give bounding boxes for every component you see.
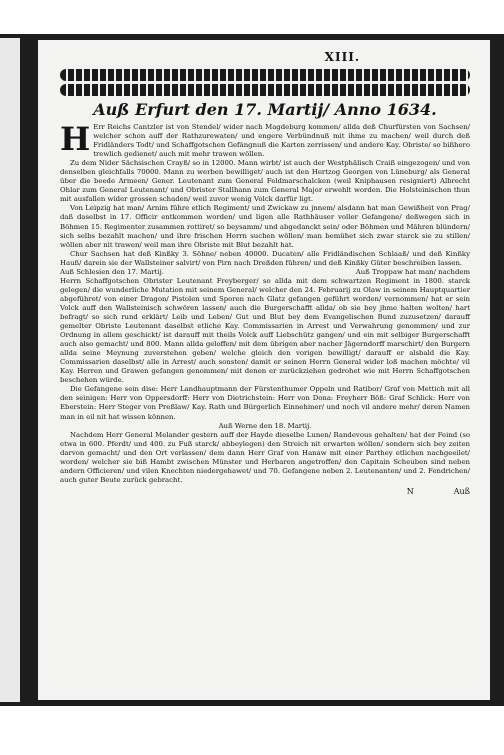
paragraph: Von Leipzig hat man/ Arnim führe etlich Regiment/ und Zwickaw zu jnnem/ alsdann hat man Gewißheit von Prag/ daß daselbst in 17. Officir entkommen worden/ und ligen alle Rathhäuser voller Gefangene/ deßwegen sich in Böhmen 15. Regimenter zusammen rottiret/ so beysamm/ und abgedanckt sein/ oder Böhmen und Mähren blündern/ sich selbs bezahlt machen/ und ihre frischen Herrn suchen wöllen/ man bemühet sich zwar starck sie zu stillen/ wöllen aber nit trawen/ weil man ihre Obriste mit Blut bezahlt hat.: [60, 204, 470, 249]
paragraph: Nachdem Herr General Melander gestern auff der Hayde dieselbe Lunen/ Randevous gehalten/ hat der Feind (so etwa in 600. Pferdt/ und 400. zu Fuß starck/ abbeylegen) den Streich nit erwarten wöllen/ sondern sich bey zeiten darvon gemacht/ und den Ort verlassen/ dem dann Herr Graf von Hanaw mit einer Parthey etlichen nachgeeilet/ worden/ welcher sie biß Hambt zwischen Münster und Herbaren angetroffen/ den Capitain Scheuben sind neben andern Officieren/ und vilen Knechten niedergehawet/ und 70. Gefangene neben 2. Leutenanten/ und 2. Fendrichen/ auch guter Beute zurück gebracht.: [60, 430, 470, 484]
facing-page-edge: [0, 38, 20, 702]
catchword: Auß: [453, 486, 470, 496]
paragraph: Die Gefangene sein dise: Herr Landhauptmann der Fürstenthumer Oppeln und Ratibor/ Graf von Mettich mit all den seinigen: Herr von Oppersdorff: Herr von Dietrichstein: Herr von Dona: Freyherr Böß: Graf Schlick: Herr von Eberstein: Herr Steger von Preßlaw/ Kay. Rath und Bürgerlich Einnehmer/ und noch vil andere mehr/ deren Namen man in eil nit hat wissen können.: [60, 385, 470, 421]
page-number: XIII.: [324, 50, 360, 64]
paragraph: [60, 120, 470, 159]
drop-cap: H: [60, 120, 91, 158]
paragraph: Chur Sachsen hat deß Kinßky 3. Söhne/ neben 40000. Ducaten/ alle Fridländischen Schlaaß/ und deß Kinßky Hauß/ darein sie der Wallsteiner salvirt/ von Pirn nach Dreßden führen/ und deß Kinßky Güter beschreiben lassen.: [60, 249, 470, 267]
paragraph-text: Err Reichs Cantzler ist von Stendel/ wider nach Magdeburg kommen/ allda deß Churfürsten von Sachsen/ welcher schon auff der Rathzurewaten/ und engere Verbündnuß mit ihme zu machen/ weil durch deß Fridländers Todt/ und Schaffgotschen Gefängnuß die Karten zerrissen/ und andere Kay. Obriste/ so bißhero trewlich gedienet/ auch mit mehr trawen wöllen.: [93, 123, 470, 159]
paragraph: Herrn Schaffgotschen Obrister Leutenant Freyberger/ so allda mit dem schwartzen Regiment in 1800. starck gelegen/ die wunderliche Mutation mit seinem General/ welcher den 24. Februarij zu Olaw in seinem Hauptquartier abgeführet/ von einer Dragon/ Pistolen und Sporen nach Glatz gefangen geführt worden/ vernommen/ hat er sein Volck auff den Wallsteinisch schwören lassen/ auch die Burgerschafft allda/ ob sie bey jhme halten wolten/ hart befragt/ so sich rund erklärt/ Leib und Leben/ Gut und Blut bey dem Evangelischen Bund zuzusetzen/ darauff gemelter Obriste Leutenant daselbst etliche Kay. Commissarien in Arrest und Verwahrung genommen/ und zur Ordnung in allem geschickt/ ist darauff mit theils Volck auff Liebschütz gangen/ und ein mit selbiger Burgerschafft auch also gemacht/ und 800. Mann allda geloffen/ mit dem übrigen aber nacher Jägerndorff marschirt/ den Burgern allda seine Meynung zuverstehen geben/ welche gleich den vorigen bewilligt/ darauff er alsbald die Kay. Commissarien daselbst/ alle in Arrest/ auch sonsten/ damit er seinen Herrn General wider loß machen möchte/ vil Kay. Herren und Grawen gefangen genommen/ mit denen er zurückziehen gedrohet wie mit Herrn Schaffgotschen beschehen würde.: [60, 276, 470, 385]
page-content: [60, 50, 470, 496]
dateline-schlesien: Auß Schlesien den 17. Martij.: [60, 267, 164, 276]
body-text: [60, 120, 470, 485]
dateline-row: [60, 422, 470, 431]
signature-mark: N: [406, 486, 414, 496]
document-page: [38, 40, 490, 700]
paragraph: Zu dem Nider Sächsischen Crayß/ so in 12000. Mann wirbt/ ist auch der Westphälisch Craiß eingezogen/ und von denselben gleichfalls 70000. Mann zu werben bewilliget/ auch ist den Hertzog Georgen von Lüneburg/ als General über die beede Armeen/ Gener. Leutenant zum General Feldmarschalcken (weil Kniphausen resigniert) Albrecht Ohlar zum General Leutenant/ und Obrister Stallhann zum General Major erwehlt worden. Die Holsteinischen thun mit ausfallen wider grossen schaden/ weil zuvor wenig Volck darfür ligt.: [60, 159, 470, 204]
page-footer: [60, 487, 470, 496]
dateline-werne: Auß Werne den 18. Martij.: [218, 421, 312, 430]
dateline-troppaw: Auß Troppaw hat man/ nachdem: [355, 267, 470, 276]
dateline-row: [60, 268, 470, 277]
ornament-band-bottom: [60, 84, 470, 96]
ornament-band-top: [60, 69, 470, 81]
headline: Auß Erfurt den 17. Martij/ Anno 1634.: [93, 100, 437, 119]
